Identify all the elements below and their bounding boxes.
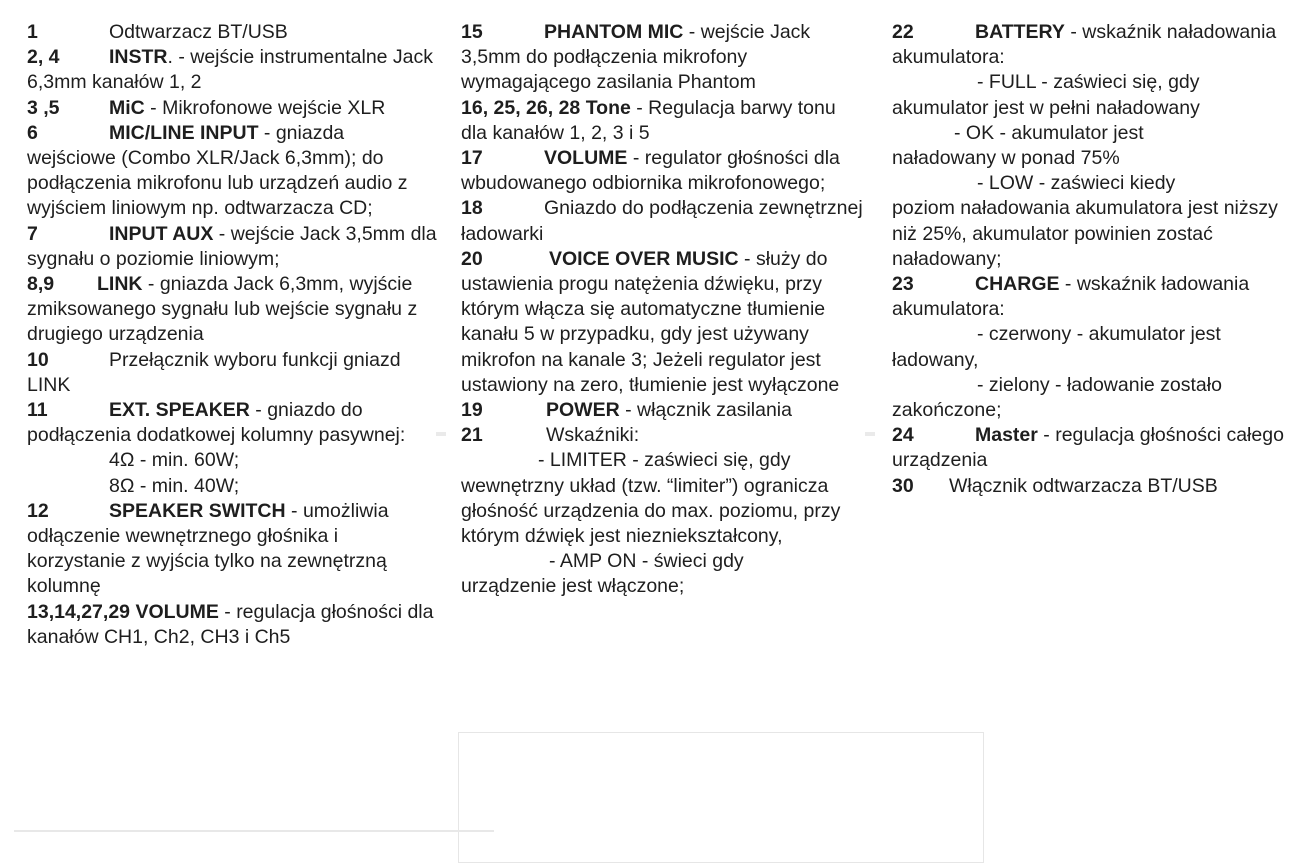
entry-text: - wskaźnik naładowania akumulatora:	[892, 21, 1277, 69]
entry-11	[27, 398, 437, 499]
entry-number: 1	[27, 21, 38, 43]
entry-17	[461, 146, 866, 196]
entry-number: 21	[461, 424, 483, 447]
divider-line	[14, 830, 494, 832]
entry-title: INSTR	[109, 46, 168, 69]
entry-text: - regulator głośności dla wbudowanego odbiornika mikrofonowego;	[461, 147, 840, 195]
empty-frame	[458, 732, 984, 863]
entry-text: Odtwarzacz BT/USB	[109, 21, 288, 43]
entry-title: MIC/LINE INPUT	[109, 121, 259, 144]
column-3	[892, 20, 1292, 499]
entry-sub-line: 8Ω - min. 40W;	[109, 474, 240, 497]
entry-number: 6	[27, 121, 38, 144]
entry-title: EXT. SPEAKER	[109, 399, 250, 422]
entry-title: PHANTOM MIC	[544, 21, 684, 43]
entry-number: 10	[27, 348, 49, 371]
entry-24	[892, 423, 1292, 473]
entry-title: CHARGE	[975, 273, 1060, 296]
entry-number: 2, 4	[27, 46, 60, 69]
entry-sub-tail: zakończone;	[892, 399, 1002, 422]
entry-2-4	[27, 45, 437, 95]
column-2	[461, 20, 866, 600]
entry-text: - wejście Jack 3,5mm do podłączenia mikrofony wymagającego zasilania Phantom	[461, 21, 811, 94]
entry-23	[892, 272, 1292, 423]
entry-number: 7	[27, 222, 38, 245]
entry-sub-tail: ładowany,	[892, 348, 979, 371]
entry-sub-line: - AMP ON - świeci gdy	[549, 550, 744, 573]
entry-sub-line: 4Ω - min. 60W;	[109, 449, 240, 472]
entry-number: 16, 25, 26, 28	[461, 96, 581, 119]
entry-number: 23	[892, 273, 914, 296]
entry-text: Włącznik odtwarzacza BT/USB	[949, 474, 1218, 497]
entry-12	[27, 499, 437, 600]
entry-sub-tail: poziom naładowania akumulatora jest niższy niż 25%, akumulator powinien zostać naładowany;	[892, 197, 1278, 270]
entry-number: 13,14,27,29	[27, 600, 131, 623]
entry-8-9	[27, 272, 437, 348]
entry-title: VOICE OVER MUSIC	[549, 247, 739, 270]
entry-text: - gniazda Jack 6,3mm, wyjście zmiksowanego sygnału lub wejście sygnału z drugiego urządzenia	[27, 273, 418, 346]
entry-text: - regulacja głośności dla kanałów CH1, Ch2, CH3 i Ch5	[27, 600, 434, 648]
entry-text: - wejście Jack 3,5mm dla sygnału o poziomie liniowym;	[27, 222, 437, 270]
entry-text: - gniazda wejściowe (Combo XLR/Jack 6,3mm); do podłączenia mikrofonu lub urządzeń audio z wyjściem liniowym np. odtwarzacza CD;	[27, 121, 408, 220]
entry-title: Master	[975, 424, 1038, 447]
entry-text: - regulacja głośności całego urządzenia	[892, 424, 1284, 472]
entry-text: - włącznik zasilania	[619, 399, 792, 422]
entry-21	[461, 423, 866, 599]
entry-text: Gniazdo do podłączenia zewnętrznej ładowarki	[461, 197, 863, 245]
entry-title: VOLUME	[135, 600, 219, 623]
entry-number: 24	[892, 424, 914, 447]
entry-sub-line: - OK - akumulator jest	[954, 121, 1144, 144]
entry-20	[461, 247, 866, 398]
entry-15	[461, 20, 866, 96]
entry-10	[27, 348, 437, 398]
entry-text: . - wejście instrumentalne Jack 6,3mm kanałów 1, 2	[27, 46, 434, 94]
entry-30	[892, 474, 1292, 499]
entry-text: Przełącznik wyboru funkcji gniazd LINK	[27, 348, 401, 396]
entry-text: - wskaźnik ładowania akumulatora:	[892, 273, 1250, 321]
entry-sub-tail: wewnętrzny układ (tzw. “limiter”) ogranicza głośność urządzenia do max. poziomu, przy którym dźwięk jest niezniekształcony,	[461, 474, 841, 548]
entry-22	[892, 20, 1292, 272]
entry-text: - gniazdo do podłączenia dodatkowej kolumny pasywnej:	[27, 399, 406, 447]
entry-number: 8,9	[27, 273, 55, 296]
entry-13-14-27-29	[27, 600, 437, 650]
entry-number: 22	[892, 21, 914, 43]
entry-sub-line: - czerwony - akumulator jest	[977, 323, 1221, 346]
scan-mark	[865, 432, 875, 436]
entry-title: Tone	[585, 96, 631, 119]
entry-title: VOLUME	[544, 147, 628, 170]
entry-text: - Regulacja barwy tonu dla kanałów 1, 2, 3 i 5	[461, 96, 836, 144]
entry-16-25-26-28	[461, 96, 866, 146]
entry-title: BATTERY	[975, 21, 1065, 43]
entry-6	[27, 121, 437, 222]
entry-text: - służy do ustawienia progu natężenia dźwięku, przy którym włącza się automatyczne tłumienie kanału 5 w przypadku, gdy jest używany mikrofon na kanale 3; Jeżeli regulator jest ustawiony na zero, tłumienie jest wyłączone	[461, 247, 840, 396]
entry-title: LINK	[97, 273, 143, 296]
entry-text: - umożliwia odłączenie wewnętrznego głośnika i korzystanie z wyjścia tylko na zewnętrzną kolumnę	[27, 499, 389, 598]
entry-sub-tail: naładowany w ponad 75%	[892, 147, 1120, 170]
entry-number: 15	[461, 21, 483, 43]
entry-number: 18	[461, 197, 483, 220]
entry-number: 19	[461, 399, 483, 422]
entry-7	[27, 222, 437, 272]
entry-1	[27, 20, 437, 45]
entry-sub-line: - LOW - zaświeci kiedy	[977, 172, 1176, 195]
scan-mark	[436, 432, 446, 436]
entry-number: 11	[27, 399, 48, 422]
entry-number: 3 ,5	[27, 96, 60, 119]
entry-title: INPUT AUX	[109, 222, 214, 245]
entry-18	[461, 196, 866, 246]
entry-title: POWER	[546, 399, 620, 422]
entry-sub-line: - LIMITER - zaświeci się, gdy	[538, 449, 791, 472]
entry-text: - Mikrofonowe wejście XLR	[144, 96, 386, 119]
entry-number: 20	[461, 247, 483, 270]
entry-number: 17	[461, 147, 483, 170]
entry-sub-tail: akumulator jest w pełni naładowany	[892, 96, 1200, 119]
entry-sub-line: - zielony - ładowanie zostało	[977, 373, 1222, 396]
entry-sub-tail: urządzenie jest włączone;	[461, 575, 685, 598]
entry-number: 12	[27, 499, 49, 522]
entry-sub-line: - FULL - zaświeci się, gdy	[977, 71, 1200, 94]
entry-title: MiC	[109, 96, 145, 119]
entry-19	[461, 398, 866, 423]
entry-title: SPEAKER SWITCH	[109, 499, 286, 522]
entry-text: Wskaźniki:	[546, 424, 640, 447]
column-1	[27, 20, 437, 650]
entry-3-5	[27, 96, 437, 121]
entry-number: 30	[892, 474, 914, 497]
